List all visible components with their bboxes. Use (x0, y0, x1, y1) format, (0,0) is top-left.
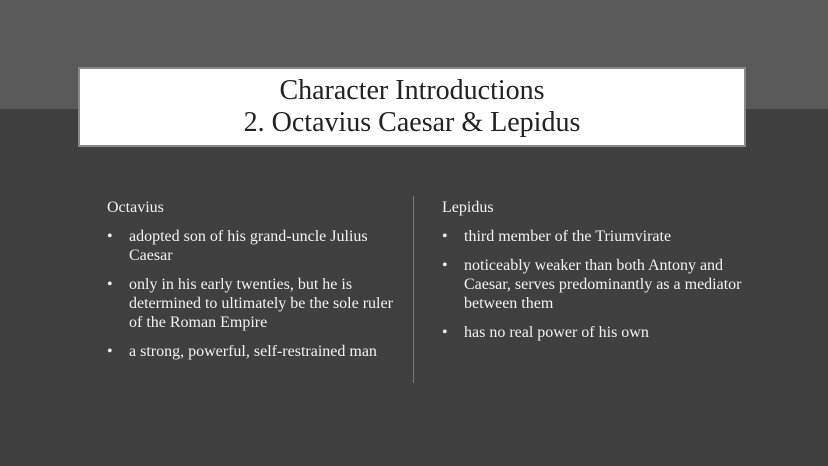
slide-title: Character Introductions (279, 75, 545, 106)
bullet-icon: • (107, 228, 113, 245)
bullet-text: has no real power of his own (464, 324, 649, 341)
bullet-icon: • (107, 343, 113, 360)
bullet-icon: • (442, 228, 448, 245)
bullet-item (107, 227, 397, 265)
bullet-icon: • (442, 324, 448, 341)
column-divider (413, 196, 414, 383)
bullet-text: adopted son of his grand-uncle Julius Caesar (129, 228, 368, 264)
slide-subtitle: 2. Octavius Caesar & Lepidus (243, 107, 581, 138)
lepidus-heading: Lepidus (442, 199, 494, 216)
octavius-bullet-list (107, 227, 397, 361)
bullet-item (442, 323, 742, 342)
octavius-heading: Octavius (107, 199, 164, 216)
bullet-text: only in his early twenties, but he is determined to ultimately be the sole ruler of the Roman Empire (129, 276, 393, 331)
title-box (78, 67, 746, 147)
bullet-icon: • (442, 257, 448, 274)
bullet-item (107, 342, 397, 361)
octavius-column (107, 198, 397, 371)
bullet-text: a strong, powerful, self-restrained man (129, 343, 377, 360)
bullet-item (107, 275, 397, 332)
bullet-text: third member of the Triumvirate (464, 228, 672, 245)
lepidus-column (442, 198, 742, 352)
bullet-item (442, 227, 742, 246)
lepidus-bullet-list (442, 227, 742, 342)
bullet-item (442, 256, 742, 313)
bullet-text: noticeably weaker than both Antony and Caesar, serves predominantly as a mediator between them (464, 257, 742, 312)
bullet-icon: • (107, 276, 113, 293)
